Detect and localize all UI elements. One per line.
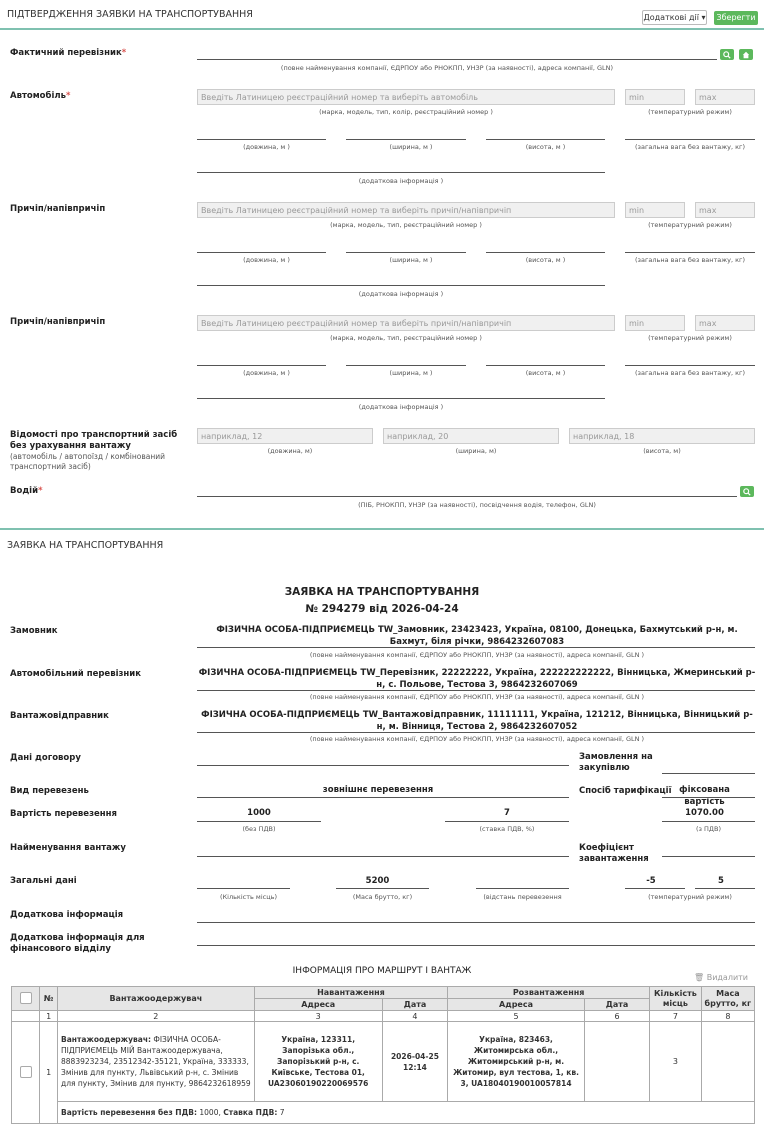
header-loading: Навантаження <box>254 987 448 999</box>
cost-underline <box>197 821 321 822</box>
vehicle-length-caption: (довжина, м) <box>267 447 313 455</box>
row-checkbox[interactable] <box>20 1066 32 1078</box>
mass-cell <box>701 1022 754 1102</box>
car-length-field[interactable] <box>197 139 326 140</box>
trailer2-width-field[interactable] <box>346 365 466 366</box>
doc-number: № 294279 від 2026-04-24 <box>305 603 459 615</box>
fin-info-label: Додаткова інформація для фінансового відділу <box>10 933 145 954</box>
trailer1-height-caption: (висота, м ) <box>525 256 566 264</box>
vat-underline <box>445 821 569 822</box>
tariff-underline <box>662 797 755 798</box>
home-icon[interactable] <box>739 49 753 60</box>
tariff-value: фіксована вартість <box>679 785 730 807</box>
vehicle-width-caption: (ширина, м) <box>455 447 497 455</box>
car-height-field[interactable] <box>486 139 605 140</box>
customer-underline <box>197 647 755 648</box>
trailer2-info-field[interactable] <box>197 398 605 399</box>
trailer2-temp-max-input[interactable]: max <box>695 315 755 331</box>
row-select-cell[interactable] <box>12 1022 40 1124</box>
route-table <box>11 986 755 1124</box>
contract-label: Дані договору <box>10 753 81 763</box>
table-row <box>12 1022 755 1102</box>
transport-type-value: зовнішнє перевезення <box>322 785 434 795</box>
total-underline <box>662 821 755 822</box>
customer-caption: (повне найменування компанії, ЄДРПОУ або РНОКПП, УНЗР (за наявності), адреса компанії, GLN ) <box>309 651 645 659</box>
confirm-title: ПІДТВЕРДЖЕННЯ ЗАЯВКИ НА ТРАНСПОРТУВАННЯ <box>7 9 253 20</box>
trailer2-temp-min-input[interactable]: min <box>625 315 685 331</box>
header-mass: Маса брутто, кг <box>701 987 754 1011</box>
select-all-checkbox[interactable] <box>20 992 32 1004</box>
col-num: 5 <box>448 1011 585 1022</box>
section-divider <box>0 28 764 30</box>
mass-value: 5200 <box>365 876 390 886</box>
col-num: 6 <box>584 1011 649 1022</box>
car-length-caption: (довжина, м ) <box>243 143 290 151</box>
row-num: 1 <box>40 1022 58 1124</box>
car-temp-min-input[interactable]: min <box>625 89 685 105</box>
trailer1-temp-min-input[interactable]: min <box>625 202 685 218</box>
transport-type-underline <box>197 797 569 798</box>
cost-label: Вартість перевезення <box>10 809 117 819</box>
shipper-label: Вантажовідправник <box>10 711 109 721</box>
trailer1-length-field[interactable] <box>197 252 326 253</box>
carrier-caption: (повне найменування компанії, ЄДРПОУ або РНОКПП, УНЗР (за наявності), адреса компанії, GLN) <box>280 64 614 72</box>
cost-value: 1000 <box>247 808 271 818</box>
load-address: Україна, 123311, Запорізька обл., Запорізький р-н, с. Київське, Тестова 01, UA23060190220069576 <box>254 1022 382 1102</box>
vehicle-length-input[interactable]: наприклад, 12 <box>197 428 373 444</box>
vat-caption: (ставка ПДВ, %) <box>479 825 535 833</box>
driver-label: Водій* <box>10 486 43 496</box>
trailer2-height-caption: (висота, м ) <box>525 369 566 377</box>
trailer2-model-caption: (марка, модель, тип, реєстраційний номер ) <box>330 334 482 342</box>
doc-title: ЗАЯВКА НА ТРАНСПОРТУВАННЯ <box>284 586 480 598</box>
driver-search-icon[interactable] <box>740 486 754 497</box>
car-temp-max-input[interactable]: max <box>695 89 755 105</box>
trailer2-temp-caption: (температурний режим) <box>648 334 732 342</box>
trailer1-temp-max-input[interactable]: max <box>695 202 755 218</box>
general-label: Загальні дані <box>10 876 77 886</box>
col-num: 2 <box>58 1011 255 1022</box>
trailer1-search-input[interactable]: Введіть Латиницею реєстраційний номер та виберіть причіп/напівпричіп <box>197 202 615 218</box>
trailer1-length-caption: (довжина, м ) <box>243 256 290 264</box>
car-info-field[interactable] <box>197 172 605 173</box>
mass-underline <box>336 888 429 889</box>
places-field[interactable] <box>197 888 290 889</box>
caret-down-icon: ▾ <box>701 13 706 22</box>
header-load-date: Дата <box>382 999 447 1011</box>
save-button[interactable]: Зберегти <box>714 11 758 25</box>
header-unload-date: Дата <box>584 999 649 1011</box>
car-search-input[interactable]: Введіть Латиницею реєстраційний номер та виберіть автомобіль <box>197 89 615 105</box>
temp-min-underline <box>625 888 685 889</box>
car-weight-field[interactable] <box>625 139 755 140</box>
cost-note: Вартість перевезення без ПДВ: 1000, Ставка ПДВ: 7 <box>58 1102 755 1124</box>
delete-button[interactable]: 🗑 Видалити <box>694 973 748 982</box>
route-title: ІНФОРМАЦІЯ ПРО МАРШРУТ І ВАНТАЖ <box>292 966 472 976</box>
car-info-caption: (додаткова інформація ) <box>358 177 444 185</box>
places-caption: (Кількість місць) <box>219 893 277 901</box>
header-load-address: Адреса <box>254 999 382 1011</box>
customer-value: ФІЗИЧНА ОСОБА-ПІДПРИЄМЕЦЬ TW_Замовник, 23423423, Україна, 08100, Донецька, Бахмутський р-н, м. Бахмут, біля річки, 9864232607083 <box>216 625 738 647</box>
trailer2-search-input[interactable]: Введіть Латиницею реєстраційний номер та виберіть причіп/напівпричіп <box>197 315 615 331</box>
header-places: Кількість місць <box>650 987 702 1011</box>
car-width-field[interactable] <box>346 139 466 140</box>
header-consignee: Вантажоодержувач <box>58 987 255 1011</box>
coef-label: Коефіцієнт завантаження <box>579 843 649 864</box>
shipper-caption: (повне найменування компанії, ЄДРПОУ або РНОКПП, УНЗР (за наявності), адреса компанії, GLN ) <box>309 735 645 743</box>
car-weight-caption: (загальна вага без вантажу, кг) <box>634 143 745 151</box>
trash-icon: 🗑 <box>694 973 705 982</box>
purchase-order-field[interactable] <box>662 773 755 774</box>
total-value: 1070.00 <box>685 808 724 818</box>
tariff-label: Спосіб тарифікації <box>579 786 672 796</box>
section-divider-2 <box>0 528 764 530</box>
trailer1-info-field[interactable] <box>197 285 605 286</box>
select-all-cell[interactable] <box>12 987 40 1011</box>
coef-field[interactable] <box>662 856 755 857</box>
request-section-title: ЗАЯВКА НА ТРАНСПОРТУВАННЯ <box>7 540 164 551</box>
contract-field[interactable] <box>197 765 569 766</box>
col-num: 3 <box>254 1011 382 1022</box>
extra-info-field[interactable] <box>197 922 755 923</box>
trailer2-length-caption: (довжина, м ) <box>243 369 290 377</box>
carrier-label: Фактичний перевізник* <box>10 48 127 58</box>
trailer1-width-caption: (ширина, м ) <box>389 256 433 264</box>
header-num: № <box>40 987 58 1011</box>
carrier-field[interactable] <box>197 59 717 60</box>
auto-carrier-label: Автомобільний перевізник <box>10 669 142 679</box>
search-icon[interactable] <box>720 49 734 60</box>
trailer1-width-field[interactable] <box>346 252 466 253</box>
consignee-cell: Вантажоодержувач: ФІЗИЧНА ОСОБА-ПІДПРИЄМЕЦЬ МІЙ Вантажоодержувача, 8883923234, 23512342-35121, Україна, 333333, Змінив для пункту, Львівський р-н, с. Змінив для пункту, Змінив для пункту, 9864232618959 <box>58 1022 255 1102</box>
unload-date <box>584 1022 649 1102</box>
col-num: 8 <box>701 1011 754 1022</box>
cargo-name-label: Найменування вантажу <box>10 843 126 853</box>
distance-caption: (відстань перевезення <box>483 893 562 901</box>
trailer1-label: Причіп/напівпричіп <box>10 204 106 214</box>
vehicle-info-sub: (автомобіль / автопоїзд / комбінований транспортний засіб) <box>10 452 166 471</box>
cost-caption: (без ПДВ) <box>242 825 276 833</box>
trailer1-weight-field[interactable] <box>625 252 755 253</box>
distance-field[interactable] <box>476 888 569 889</box>
col-num: 7 <box>650 1011 702 1022</box>
temp-max-value: 5 <box>718 876 724 886</box>
load-date: 2026-04-25 12:14 <box>382 1022 447 1102</box>
trailer1-model-caption: (марка, модель, тип, реєстраційний номер ) <box>330 221 482 229</box>
vehicle-info-label: Відомості про транспортний засіб без урахування вантажу <box>10 430 178 451</box>
trailer2-weight-caption: (загальна вага без вантажу, кг) <box>634 369 745 377</box>
car-label: Автомобіль* <box>10 91 71 101</box>
auto-carrier-caption: (повне найменування компанії, ЄДРПОУ або РНОКПП, УНЗР (за наявності), адреса компанії, GLN ) <box>309 693 645 701</box>
vehicle-height-input[interactable]: наприклад, 18 <box>569 428 755 444</box>
auto-carrier-value: ФІЗИЧНА ОСОБА-ПІДПРИЄМЕЦЬ TW_Перевізник, 22222222, Україна, 222222222222, Вінницька, Жмеринський р-н, с. Польове, Тестова 3, 9864232607069 <box>198 668 756 690</box>
unload-address: Україна, 823463, Житомирська обл., Житомирський р-н, м. Житомир, вул тестова, 1, кв. 3, UA18040190010057814 <box>448 1022 585 1102</box>
trailer2-label: Причіп/напівпричіп <box>10 317 106 327</box>
trailer2-length-field[interactable] <box>197 365 326 366</box>
places-cell: 3 <box>650 1022 702 1102</box>
col-num: 1 <box>40 1011 58 1022</box>
temp-max-underline <box>695 888 755 889</box>
trailer1-weight-caption: (загальна вага без вантажу, кг) <box>634 256 745 264</box>
car-model-caption: (марка, модель, тип, колір, реєстраційний номер ) <box>319 108 493 116</box>
vat-value: 7 <box>504 808 510 818</box>
header-unload-address: Адреса <box>448 999 585 1011</box>
extra-actions-dropdown[interactable]: Додаткові дії ▾ <box>642 10 707 25</box>
driver-field[interactable] <box>197 496 737 497</box>
fin-info-field[interactable] <box>197 945 755 946</box>
car-temp-caption: (температурний режим) <box>648 108 732 116</box>
car-height-caption: (висота, м ) <box>525 143 566 151</box>
col-num: 4 <box>382 1011 447 1022</box>
trailer2-weight-field[interactable] <box>625 365 755 366</box>
trailer2-width-caption: (ширина, м ) <box>389 369 433 377</box>
auto-carrier-underline <box>197 690 755 691</box>
car-width-caption: (ширина, м ) <box>389 143 433 151</box>
trailer1-height-field[interactable] <box>486 252 605 253</box>
customer-label: Замовник <box>10 626 58 636</box>
trailer2-info-caption: (додаткова інформація ) <box>358 403 444 411</box>
vehicle-width-input[interactable]: наприклад, 20 <box>383 428 559 444</box>
total-caption: (з ПДВ) <box>695 825 722 833</box>
trailer1-temp-caption: (температурний режим) <box>648 221 732 229</box>
trailer2-height-field[interactable] <box>486 365 605 366</box>
mass-caption: (Маса брутто, кг) <box>352 893 413 901</box>
temp-min-value: -5 <box>646 876 656 886</box>
vehicle-height-caption: (висота, м) <box>643 447 681 455</box>
cargo-name-field[interactable] <box>197 856 569 857</box>
column-number-row <box>12 1011 755 1022</box>
shipper-underline <box>197 732 755 733</box>
header-unloading: Розвантаження <box>448 987 650 999</box>
shipper-value: ФІЗИЧНА ОСОБА-ПІДПРИЄМЕЦЬ TW_Вантажовідправник, 11111111, Україна, 121212, Вінницька, Вінницький р-н, м. Вінниця, Тестова 2, 9864232607052 <box>201 710 753 732</box>
trailer1-info-caption: (додаткова інформація ) <box>358 290 444 298</box>
purchase-order-label: Замовлення на закупівлю <box>579 752 653 773</box>
driver-caption: (ПІБ, РНОКПП, УНЗР (за наявності), посвідчення водія, телефон, GLN) <box>358 501 596 509</box>
transport-type-label: Вид перевезень <box>10 786 89 796</box>
temp-caption: (температурний режим) <box>648 893 732 901</box>
extra-info-label: Додаткова інформація <box>10 910 124 920</box>
